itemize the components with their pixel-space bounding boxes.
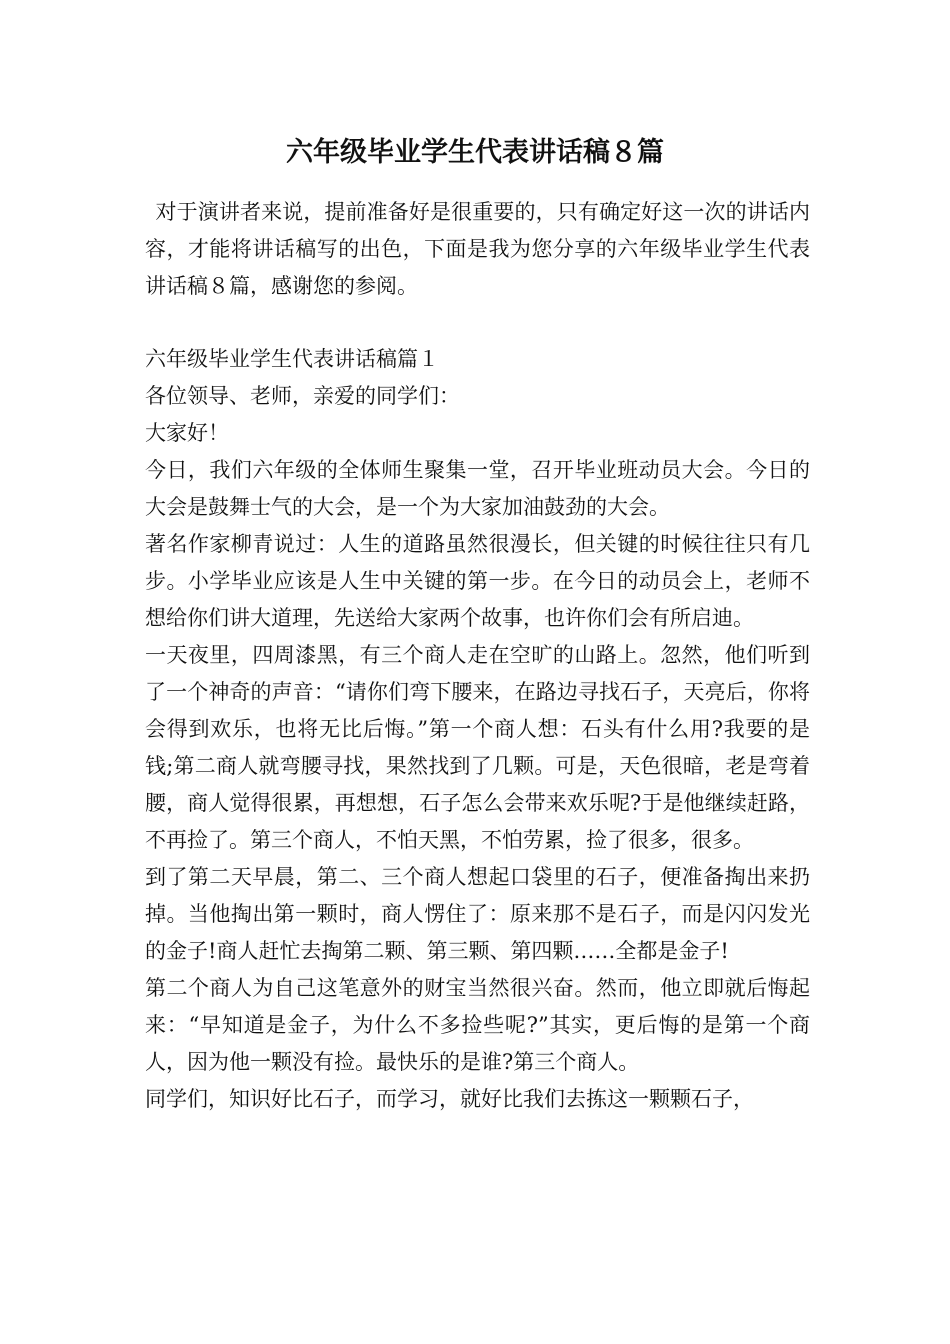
section-heading: 六年级毕业学生代表讲话稿篇１ xyxy=(145,347,439,371)
body-paragraph: 第二个商人为自己这笔意外的财宝当然很兴奋。然而，他立即就后悔起来：“早知道是金子，为什么不多捡些呢?”其实，更后悔的是第一个商人，因为他一颗没有捡。最快乐的是谁?第三个商人。 xyxy=(145,976,810,1074)
body-paragraph: 同学们，知识好比石子，而学习，就好比我们去拣这一颗颗石子， xyxy=(145,1087,754,1111)
body-paragraph: 今日，我们六年级的全体师生聚集一堂，召开毕业班动员大会。今日的大会是鼓舞士气的大会，是一个为大家加油鼓劲的大会。 xyxy=(145,458,810,519)
body-paragraph: 著名作家柳青说过：人生的道路虽然很漫长，但关键的时候往往只有几步。小学毕业应该是人生中关键的第一步。在今日的动员会上，老师不想给你们讲大道理，先送给大家两个故事，也许你们会有所启迪。 xyxy=(145,532,810,630)
paragraph-spacer xyxy=(145,305,810,341)
body-paragraph: 一天夜里，四周漆黑，有三个商人走在空旷的山路上。忽然，他们听到了一个神奇的声音：“请你们弯下腰来，在路边寻找石子，天亮后，你将会得到欢乐，也将无比后悔。”第一个商人想：石头有什么用?我要的是钱;第二商人就弯腰寻找，果然找到了几颗。可是，天色很暗，老是弯着腰，商人觉得很累，再想想，石子怎么会带来欢乐呢?于是他继续赶路，不再捡了。第三个商人，不怕天黑，不怕劳累，捡了很多，很多。 xyxy=(145,643,810,852)
document-title: 六年级毕业学生代表讲话稿８篇 xyxy=(286,137,664,168)
intro-paragraph: 对于演讲者来说，提前准备好是很重要的，只有确定好这一次的讲话内容，才能将讲话稿写的出色，下面是我为您分享的六年级毕业学生代表讲话稿８篇，感谢您的参阅。 xyxy=(145,200,810,298)
greeting: 大家好！ xyxy=(145,421,229,445)
body-paragraph: 到了第二天早晨，第二、三个商人想起口袋里的石子，便准备掏出来扔掉。当他掏出第一颗时，商人愣住了：原来那不是石子，而是闪闪发光的金子!商人赶忙去掏第二颗、第三颗、第四颗……全都是金子! xyxy=(145,865,810,963)
salutation: 各位领导、老师，亲爱的同学们： xyxy=(145,384,460,408)
document-body xyxy=(145,194,810,1118)
